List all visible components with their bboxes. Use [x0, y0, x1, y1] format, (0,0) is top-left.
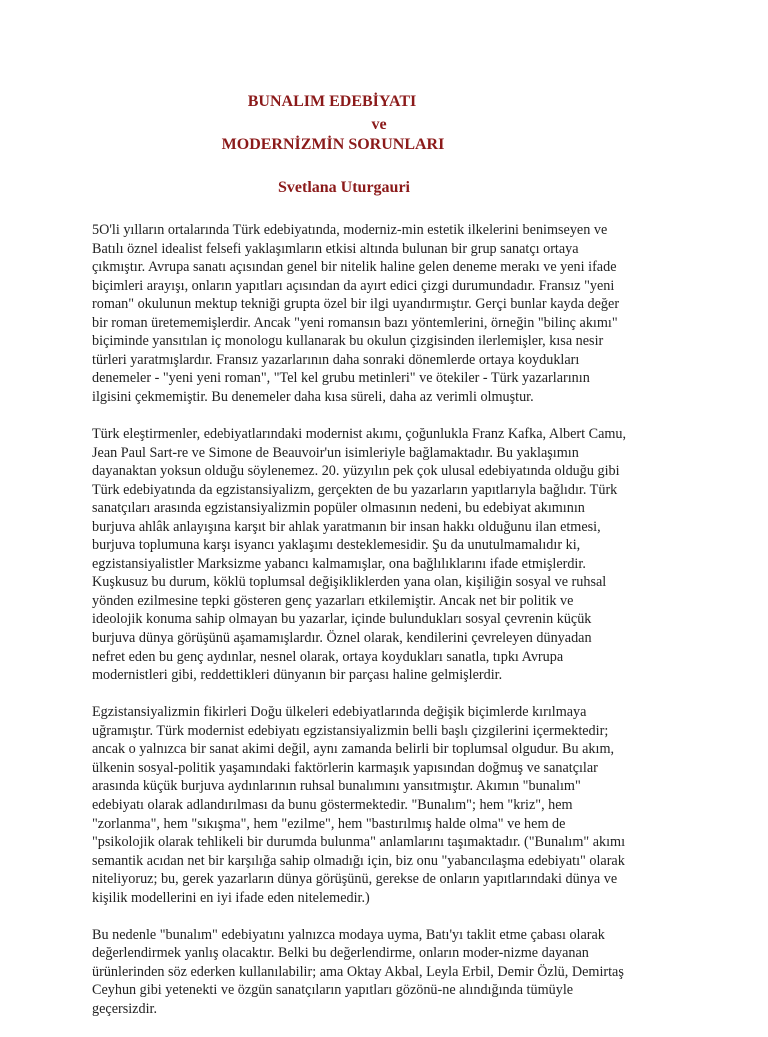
text-line: türleri yaratmışlardır. Fransız yazarlarının daha sonraki dönemlerde ortaya koydukları: [92, 351, 580, 368]
paragraph-4: [92, 926, 686, 1019]
text-line: arasında küçük burjuva aydınlarının ruhsal bunalımını yansıtmıştır. Akımın "bunalım": [92, 778, 581, 795]
text-line: Kuşkusuz bu durum, köklü toplumsal değişikliklerden yana olan, kişiliğin sosyal ve ruhsal: [92, 574, 607, 591]
author-name: Svetlana Uturgauri: [278, 179, 410, 196]
text-line: bir roman üretememişlerdir. Ancak "yeni romansın bazı yöntemlerini, örneğin "bilinç akımı": [92, 314, 618, 331]
title-line-3: MODERNİZMİN SORUNLARI: [221, 136, 445, 153]
text-line: Bu nedenle "bunalım" edebiyatını yalnızca modaya uyma, Batı'yı taklit etme çabası olarak: [92, 926, 605, 943]
paragraph-1: [92, 221, 686, 406]
text-line: nefret eden bu genç aydınlar, nesnel olarak, ortaya koydukları sanatla, tıpkı Avrupa: [92, 648, 564, 665]
text-line: Türk eleştirmenler, edebiyatlarındaki modernist akımı, çoğunlukla Franz Kafka, Albert Camu,: [92, 426, 627, 443]
title-line-1: BUNALIM EDEBİYATI: [247, 93, 417, 110]
text-line: yönden ezilmesine tepki gösteren genç yazarları etkilemiştir. Ancak net bir politik ve: [92, 592, 574, 609]
text-line: dayanaktan yoksun olduğu söylenemez. 20. yüzyılın pek çok ulusal edebiyatında olduğu gibi: [92, 463, 620, 480]
text-line: geçersizdir.: [92, 1000, 157, 1017]
text-line: Ceyhun gibi yetenekti ve özgün sanatçıların yapıtları gözönü-ne alındığında tümüyle: [92, 982, 574, 999]
text-line: sanatçıları arasında egzistansiyalizmin popüler olmasının nedeni, bu edebiyat akımının: [92, 500, 585, 517]
text-line: uğramıştır. Türk modernist edebiyatı egzistansiyalizmin belli başlı çizgilerini içermektedir;: [92, 722, 609, 739]
text-line: burjuva ahlâk anlayışına karşıt bir ahlak yaratmanın bir insan hakkı olduğunu ilan etmesi,: [92, 518, 601, 535]
text-line: ülkenin sosyal-politik yaşamındaki faktörlerin karmaşık yapısından doğmuş ve sanatçılar: [92, 759, 598, 776]
text-line: ürünlerinden söz ederken kullanılabilir; ama Oktay Akbal, Leyla Erbil, Demir Özlü, Demirtaş: [92, 963, 624, 980]
text-line: ideolojik konuma sahip olmayan bu yazarlar, içinde bulundukları sosyal çevrenin küçük: [92, 611, 592, 628]
text-line: edebiyatı olarak adlandırılması da bunu göstermektedir. "Bunalım"; hem "kriz", hem: [92, 796, 573, 813]
text-line: burjuva dünya görüşünü aşamamışlardır. Öznel olarak, kendilerini çevreleyen dünyadan: [92, 630, 592, 647]
paragraph-3: [92, 703, 686, 907]
text-line: denemeler - "yeni yeni roman", "Tel kel grubu metinleri" ve ötekiler - Türk yazarlarının: [92, 370, 590, 387]
text-line: Jean Paul Sart-re ve Simone de Beauvoir'un isimleriyle bağlamaktadır. Bu yaklaşımın: [92, 444, 579, 461]
article-body: [92, 221, 686, 1037]
text-line: Batılı öznel idealist felsefi yaklaşımların etkisi altında bulunan bir grup sanatçı ortaya: [92, 240, 579, 257]
text-line: modernistleri gibi, reddettikleri dünyanın bir parçası haline gelmişlerdir.: [92, 667, 503, 684]
text-line: biçimleri arayışı, onların yapıtları açısından da ayırt edici çizgi durumundadır. Fransız "yeni: [92, 277, 615, 294]
paragraph-2: [92, 425, 686, 685]
text-line: Türk edebiyatında da egzistansiyalizm, gerçekten de bu yazarların yapıtlarıyla bağlıdır. Türk: [92, 481, 618, 498]
text-line: Egzistansiyalizmin fikirleri Doğu ülkeleri edebiyatlarında değişik biçimlerde kırılmaya: [92, 704, 587, 721]
text-line: 5O'li yılların ortalarında Türk edebiyatında, moderniz-min estetik ilkelerini benimseyen ve: [92, 222, 608, 238]
text-line: çıkmıştır. Avrupa sanatı açısından genel bir nitelik haline gelen deneme merakı ve yeni ifade: [92, 259, 617, 276]
text-line: semantik acıdan net bir karşılığa sahip olmadığı için, biz onu "yabancılaşma edebiyatı" olarak: [92, 852, 625, 869]
text-line: roman" okulunun mektup tekniği grupta özel bir ilgi uyandırmıştır. Gerçi bunlar kayda değer: [92, 296, 620, 313]
text-line: kişilik modellerini en iyi ifade eden nitelemedir.): [92, 889, 370, 906]
text-line: burjuva toplumuna karşı isyancı yaklaşımı desteklemesidir. Şu da unutulmamalıdır ki,: [92, 537, 581, 554]
title-line-2: ve: [371, 116, 387, 133]
text-line: "psikolojik olarak tehlikeli bir durumda bulunma" anlamlarını taşımaktadır. ("Bunalım" akımı: [92, 834, 626, 851]
text-line: niteliyoruz; bu, gerek yazarların dünya görüşünü, gerekse de onların yapıtlarındaki dünya ve: [92, 871, 618, 888]
text-line: "zorlanma", hem "sıkışma", hem "ezilme", hem "bastırılmış halde olma" ve hem de: [92, 815, 566, 832]
text-line: ilgisini çekmemiştir. Bu denemeler daha kısa süreli, daha az verimli olmuştur.: [92, 388, 534, 405]
text-line: ancak o yalnızca bir sanat akimi değil, aynı zamanda belirli bir toplumsal olgudur. Bu akım,: [92, 741, 615, 758]
text-line: egzistansiyalistler Marksizme yabancı kalmamışlar, ona bağlılıklarını ifade etmişlerdir.: [92, 555, 586, 572]
text-line: biçiminde yansıtılan iç monologu kullanarak bu okulun çizgisinden ilerlemişler, kısa nesir: [92, 333, 604, 350]
text-line: değerlendirmek yanlış olacaktır. Belki bu değerlendirme, onların moder-nizme dayanan: [92, 945, 589, 962]
